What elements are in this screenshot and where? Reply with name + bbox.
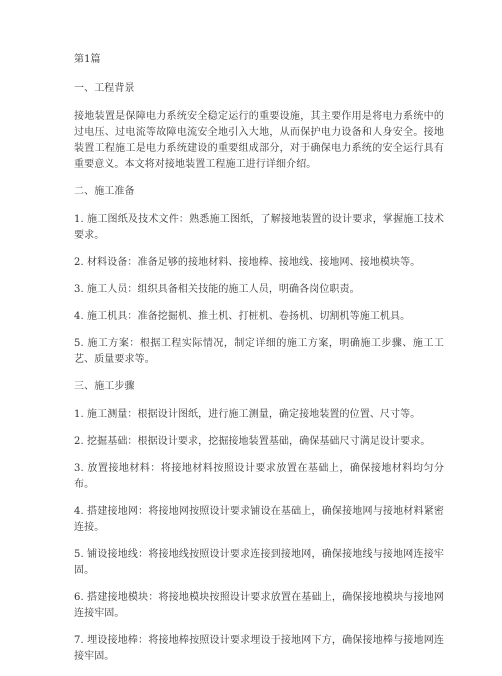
section-heading-steps: 三、施工步骤 [74, 381, 135, 392]
background-paragraph: 接地装置是保障电力系统安全稳定运行的重要设施，其主要作用是将电力系统中的过电压、过电流等故障电流安全地引入大地，从而保护电力设备和人身安全。接地装置工程施工是电力系统建设的重要组成部分，对于确保电力系统的安全运行具有重要意义。本文将对接地装置工程施工进行详细介绍。 [74, 111, 444, 170]
prep-item-2: 2. 材料设备：准备足够的接地材料、接地棒、接地线、接地网、接地模块等。 [74, 257, 421, 268]
step-item-6: 6. 搭建接地模块：将接地模块按照设计要求放置在基础上，确保接地模块与接地网连接牢固。 [74, 592, 444, 619]
document-body [74, 52, 444, 676]
step-item-5: 5. 铺设接地线：将接地线按照设计要求连接到接地网，确保接地线与接地网连接牢固。 [74, 549, 444, 576]
step-item-3: 3. 放置接地材料：将接地材料按照设计要求放置在基础上，确保接地材料均匀分布。 [74, 463, 444, 490]
doc-title: 第1篇 [74, 54, 101, 65]
section-heading-background: 一、工程背景 [74, 83, 135, 94]
prep-item-5: 5. 施工方案：根据工程实际情况，制定详细的施工方案，明确施工步骤、施工工艺、质量要求等。 [74, 338, 444, 365]
prep-item-1: 1. 施工图纸及技术文件：熟悉施工图纸，了解接地装置的设计要求，掌握施工技术要求。 [74, 214, 444, 241]
prep-item-4: 4. 施工机具：准备挖掘机、推土机、打桩机、卷扬机、切割机等施工机具。 [74, 311, 411, 322]
step-item-4: 4. 搭建接地网：将接地网按照设计要求铺设在基础上，确保接地网与接地材料紧密连接。 [74, 506, 444, 533]
section-heading-preparation: 二、施工准备 [74, 186, 135, 197]
step-item-1: 1. 施工测量：根据设计图纸，进行施工测量，确定接地装置的位置、尺寸等。 [74, 409, 421, 420]
step-item-2: 2. 挖掘基础：根据设计要求，挖掘接地装置基础，确保基础尺寸满足设计要求。 [74, 436, 431, 447]
prep-item-3: 3. 施工人员：组织具备相关技能的施工人员，明确各岗位职责。 [74, 284, 360, 295]
step-item-7: 7. 埋设接地棒：将接地棒按照设计要求埋设于接地网下方，确保接地棒与接地网连接牢固。 [74, 635, 444, 662]
